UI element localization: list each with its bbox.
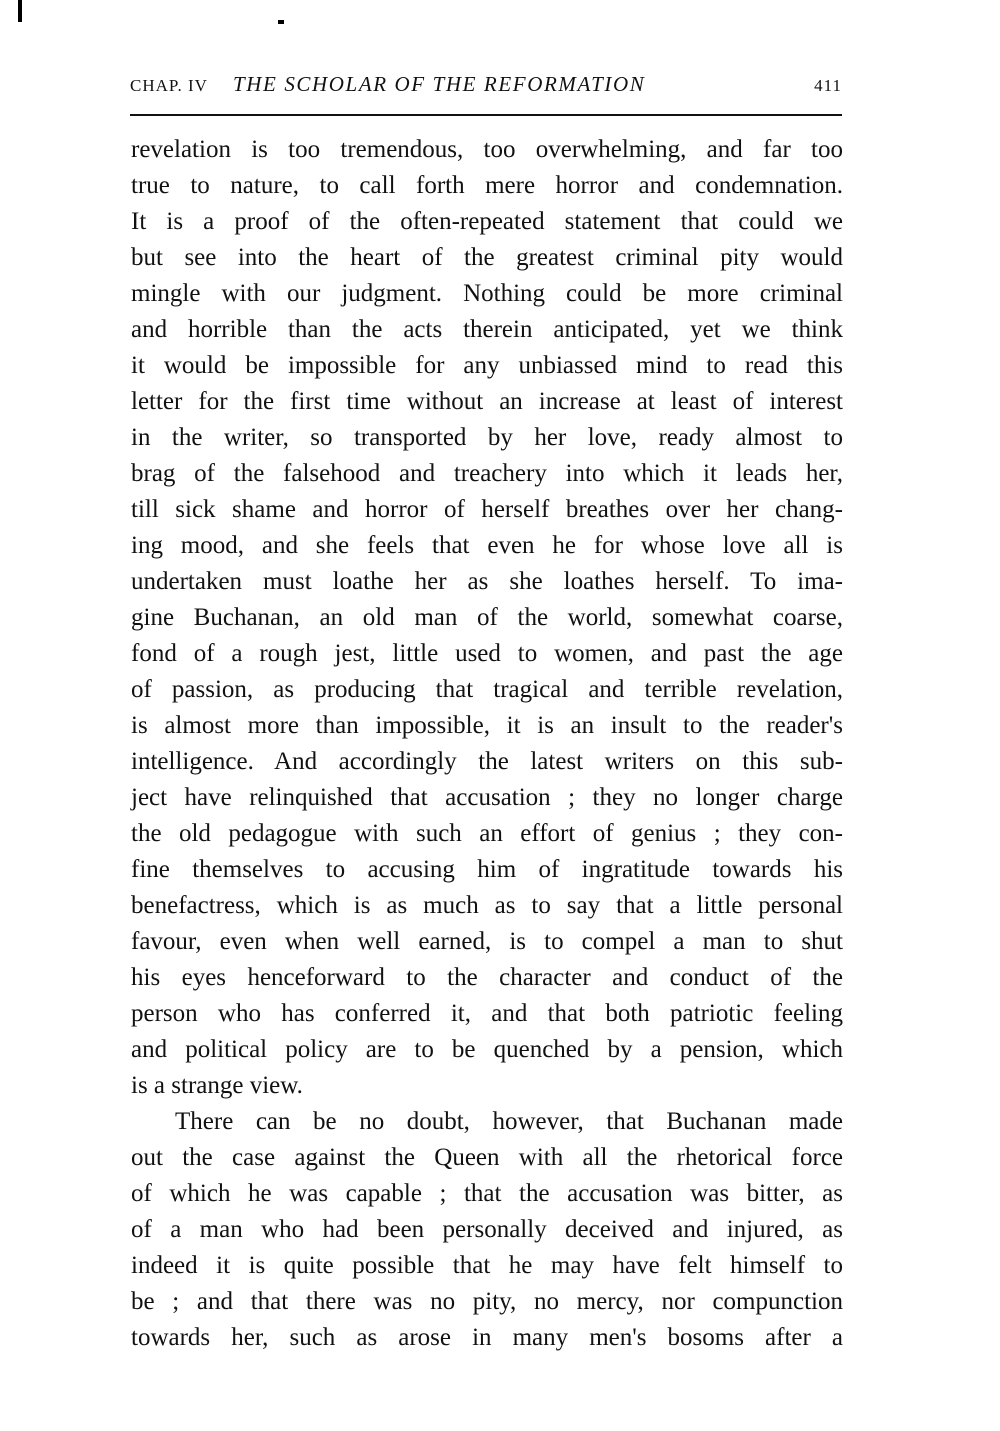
text-line: ing mood, and she feels that even he for whose love all is bbox=[131, 532, 843, 559]
text-line: benefactress, which is as much as to say that a little personal bbox=[131, 892, 843, 919]
text-line: the old pedagogue with such an effort of genius ; they con- bbox=[131, 820, 843, 847]
text-line: true to nature, to call forth mere horror and condemnation. bbox=[131, 172, 843, 199]
body-text bbox=[131, 132, 843, 1356]
text-line: and political policy are to be quenched by a pension, which bbox=[131, 1036, 843, 1063]
text-line: be ; and that there was no pity, no mercy, nor compunction bbox=[131, 1288, 843, 1315]
text-line: indeed it is quite possible that he may have felt himself to bbox=[131, 1252, 843, 1279]
page-number: 411 bbox=[814, 76, 842, 95]
text-line: It is a proof of the often-repeated statement that could we bbox=[131, 208, 843, 235]
text-line: it would be impossible for any unbiassed mind to read this bbox=[131, 352, 843, 379]
text-line: intelligence. And accordingly the latest writers on this sub- bbox=[131, 748, 843, 775]
text-line: revelation is too tremendous, too overwhelming, and far too bbox=[131, 136, 843, 163]
text-line: fond of a rough jest, little used to women, and past the age bbox=[131, 640, 843, 667]
text-line: favour, even when well earned, is to compel a man to shut bbox=[131, 928, 843, 955]
paragraph-2 bbox=[131, 1104, 843, 1356]
header-rule bbox=[130, 114, 842, 116]
text-line: of a man who had been personally deceived and injured, as bbox=[131, 1216, 843, 1243]
text-line: out the case against the Queen with all the rhetorical force bbox=[131, 1144, 843, 1171]
paragraph-1 bbox=[131, 132, 843, 1104]
text-line: till sick shame and horror of herself breathes over her chang- bbox=[131, 496, 843, 523]
text-line: mingle with our judgment. Nothing could be more criminal bbox=[131, 280, 843, 307]
text-line: is almost more than impossible, it is an insult to the reader's bbox=[131, 712, 843, 739]
running-title: THE SCHOLAR OF THE REFORMATION bbox=[233, 72, 646, 96]
text-line: of passion, as producing that tragical and terrible revelation, bbox=[131, 676, 843, 703]
text-line: undertaken must loathe her as she loathes herself. To ima- bbox=[131, 568, 843, 595]
text-line: but see into the heart of the greatest criminal pity would bbox=[131, 244, 843, 271]
text-line: person who has conferred it, and that both patriotic feeling bbox=[131, 1000, 843, 1027]
scan-artifact-dot bbox=[278, 20, 284, 24]
text-line: letter for the first time without an increase at least of interest bbox=[131, 388, 843, 415]
text-line: his eyes henceforward to the character and conduct of the bbox=[131, 964, 843, 991]
text-line: gine Buchanan, an old man of the world, somewhat coarse, bbox=[131, 604, 843, 631]
text-line: There can be no doubt, however, that Buchanan made bbox=[175, 1108, 843, 1135]
text-line: towards her, such as arose in many men's bosoms after a bbox=[131, 1324, 843, 1351]
text-line: in the writer, so transported by her love, ready almost to bbox=[131, 424, 843, 451]
text-line: and horrible than the acts therein anticipated, yet we think bbox=[131, 316, 843, 343]
scan-artifact-mark bbox=[18, 0, 22, 22]
text-line: brag of the falsehood and treachery into which it leads her, bbox=[131, 460, 843, 487]
text-line: of which he was capable ; that the accusation was bitter, as bbox=[131, 1180, 843, 1207]
text-line: fine themselves to accusing him of ingratitude towards his bbox=[131, 856, 843, 883]
chapter-label: CHAP. IV bbox=[130, 76, 208, 95]
text-line: ject have relinquished that accusation ; they no longer charge bbox=[131, 784, 843, 811]
text-line: is a strange view. bbox=[131, 1072, 303, 1099]
running-header bbox=[130, 72, 842, 102]
